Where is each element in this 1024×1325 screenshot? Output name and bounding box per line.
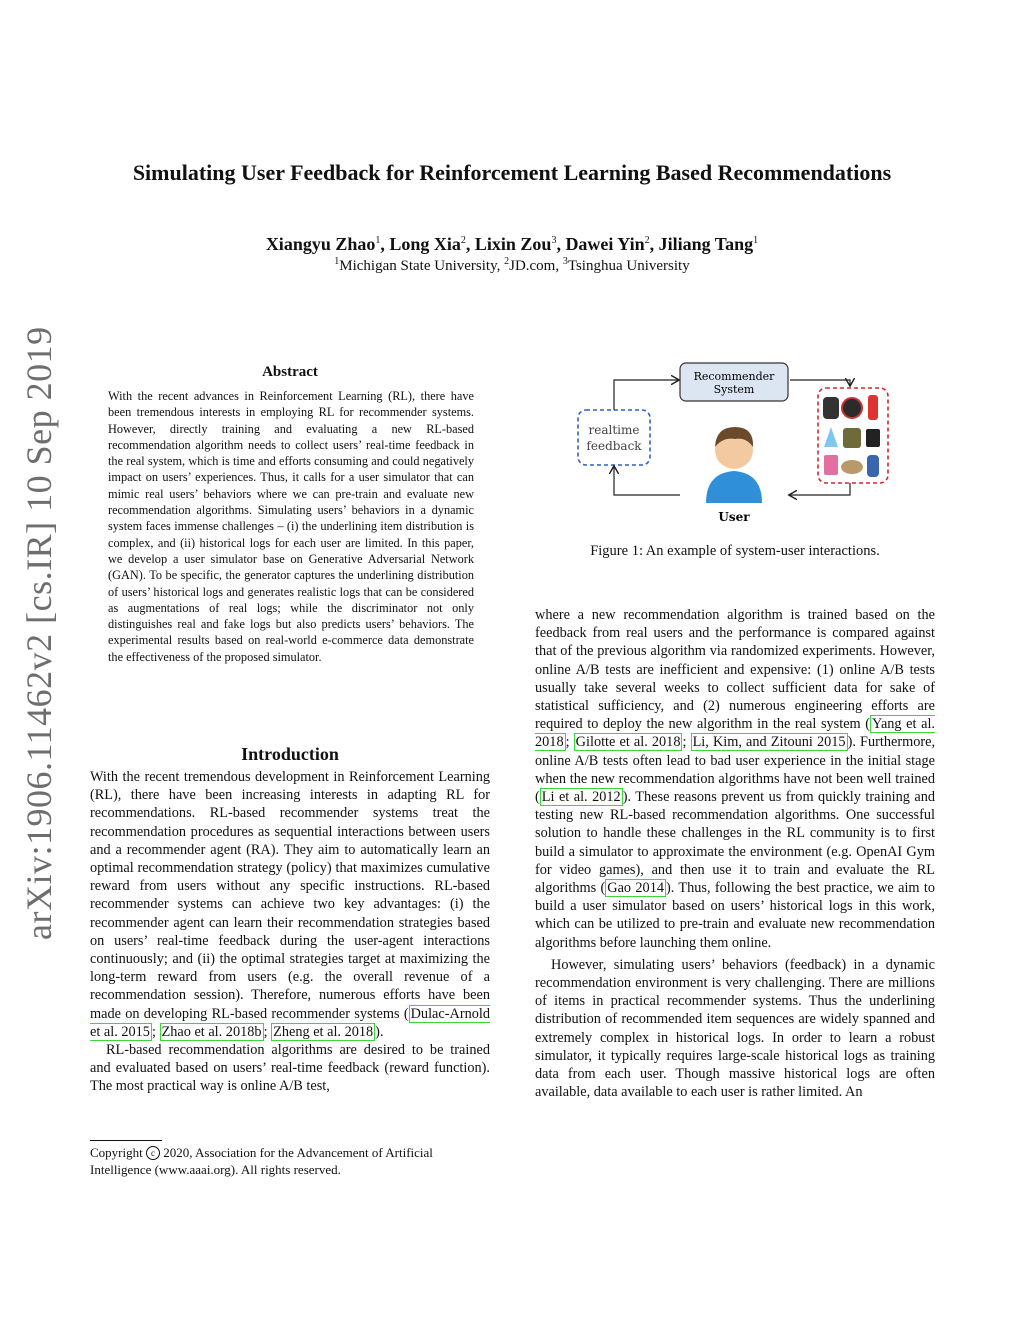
paragraph: With the recent tremendous development in Reinforcement Learning (RL), there have been increasing interests in adapting RL for recommendations. RL-based recommender systems treat the recommendation procedures as sequential interactions between users and a recommender agent (RA). They aim to automatically learn an optimal recommendation strategy (policy) that maximizes cumulative reward from users without any specific instructions. RL-based recommender systems can achieve two key advantages: (i) the recommender agent can learn their recommendation strategies based on users’ real-time feedback during the user-agent interactions continuously; and (ii) the optimal strategies target at maximizing the long-term reward from users (e.g. the overall revenue of a recommendation session). Therefore, numerous efforts have been made on developing RL-based recommender systems ( Dulac-Arnold et al. 2015 ; Zhao et al. 2018b ; Zheng et al. 2018 ). bbox=[90, 769, 490, 1040]
author: Dawei Yin$^2$, bbox=[565, 234, 659, 254]
author: Lixin Zou$^3$, bbox=[474, 234, 566, 254]
author: Long Xia$^2$, bbox=[389, 234, 475, 254]
affiliation-list bbox=[0, 258, 1024, 275]
copyright-footnote: Copyright c 2020, Association for the Advancement of Artificial Intelligence (www.aaai.org). All rights reserved. bbox=[90, 1145, 433, 1177]
recommender-system-box bbox=[680, 363, 788, 401]
recommended-items-box bbox=[818, 388, 888, 483]
affiliation: $^3$Tsinghua University bbox=[562, 256, 690, 274]
author: Jiliang Tang$^1$ bbox=[658, 234, 759, 254]
arrow-system-to-items bbox=[790, 380, 850, 385]
introduction-body bbox=[90, 768, 490, 1096]
boots-item-icon bbox=[824, 455, 838, 475]
affiliation: $^2$JD.com, bbox=[504, 256, 563, 274]
arrow-user-to-feedback bbox=[614, 467, 680, 495]
recommender-label: Recommender bbox=[693, 370, 775, 383]
figure-system-user-interaction bbox=[560, 355, 900, 535]
citation-link[interactable]: Gilotte et al. 2018 bbox=[575, 734, 681, 751]
citation-link[interactable]: Li et al. 2012 bbox=[541, 789, 621, 806]
citation-link[interactable]: Zheng et al. 2018 bbox=[273, 1023, 374, 1040]
paragraph: However, simulating users’ behaviors (feedback) in a dynamic recommendation environment is very challenging. There are millions of items in practical recommender systems. Thus the underlining distribution of recommended item sequences are widely spanned and extremely complex in historical logs. In order to learn a robust simulator, it typically requires large-scale historical logs as training data from each user. Though massive historical logs are often available, data available to each user is rather limited. An bbox=[535, 956, 935, 1101]
paper-title: Simulating User Feedback for Reinforcement Learning Based Recommendations bbox=[132, 160, 892, 185]
citation-link[interactable]: Zhao et al. 2018b bbox=[161, 1023, 262, 1040]
citation-link[interactable]: Dulac-Arnold et al. 2015 bbox=[90, 1005, 490, 1040]
feedback-label: feedback bbox=[586, 439, 642, 453]
hat-item-icon bbox=[841, 460, 863, 474]
author-list bbox=[0, 234, 1024, 255]
citation-link[interactable]: Li, Kim, and Zitouni 2015 bbox=[692, 734, 846, 751]
citation-link[interactable]: Yang et al. 2018 bbox=[535, 716, 935, 751]
arrow-items-to-user bbox=[790, 483, 850, 495]
figure-caption: Figure 1: An example of system-user interactions. bbox=[590, 543, 880, 559]
realtime-feedback-box bbox=[578, 410, 650, 465]
shaver-item-icon bbox=[867, 455, 879, 477]
dartboard-item-icon bbox=[842, 398, 862, 418]
copyright-symbol: c bbox=[146, 1146, 160, 1160]
introduction-heading: Introduction bbox=[241, 744, 339, 764]
paragraph: RL-based recommendation algorithms are desired to be trained and evaluated based on users’ real-time feedback (reward function). The most practical way is online A/B test, bbox=[90, 1042, 490, 1095]
feedback-label: realtime bbox=[588, 423, 640, 437]
citation-link[interactable]: Gao 2014 bbox=[607, 880, 664, 897]
user-label: User bbox=[718, 510, 750, 524]
footnote-rule bbox=[90, 1140, 162, 1141]
paragraph: where a new recommendation algorithm is trained based on the feedback from real users and the performance is compared against that of the previous algorithm via randomized experiments. However, online A/B tests are inefficient and expensive: (1) online A/B tests usually take several weeks to collect sufficient data for sake of statistical sufficiency, and (2) numerous engineering efforts are required to deploy the new algorithm in the real system ( Yang et al. 2018 ; Gilotte et al. 2018 ; Li, Kim, and Zitouni 2015 ). Furthermore, online A/B tests often lead to bad user experience in the initial stage when the new recommendation algorithms have not been well trained ( Li et al. 2012 ). These reasons prevent us from quickly training and testing new RL-based recommendation algorithms. One successful solution to handle these challenges in the RL community is to first build a simulator to approximate the environment (e.g. OpenAI Gym for video games), and then use it to train and evaluate the RL algorithms ( Gao 2014 ). Thus, following the best practice, we aim to build a user simulator based on users’ historical logs in this work, which can be utilized to pre-train and evaluate new recommendation algorithms before launching them online. bbox=[535, 607, 936, 951]
abstract-text: With the recent advances in Reinforcement Learning (RL), there have been tremendous interests in employing RL for recommender systems. However, directly training and evaluating a new RL-based recommendation algorithm needs to collect users’ real-time feedback in the real system, which is time and efforts consuming and could negatively impact on users’ experiences. Thus, it calls for a user simulator that can mimic real users’ behaviors where we can pre-train and evaluate new recommendation algorithms. Simulating users’ behaviors in a dynamic system faces immense challenges – (i) the underlining item distribution is complex, and (ii) historical logs for each user are limited. In this paper, we develop a user simulator base on Generative Adversarial Network (GAN). To be specific, the generator captures the underlining distribution of users’ historical logs and generates realistic logs that can be considered as augmentations of real logs; while the discriminator not only distinguishes real and fake logs but also predicts users’ behaviors. The experimental results based on real-world e-commerce data demonstrate the effectiveness of the proposed simulator. bbox=[108, 389, 474, 664]
right-column-body bbox=[535, 606, 935, 1101]
arrow-feedback-to-system bbox=[614, 380, 678, 410]
bag-item-icon bbox=[843, 428, 861, 448]
abstract-heading: Abstract bbox=[262, 364, 318, 380]
author: Xiangyu Zhao$^1$, bbox=[265, 234, 390, 254]
memory-card-item-icon bbox=[866, 429, 880, 447]
arxiv-identifier: arXiv:1906.11462v2 [cs.IR] 10 Sep 2019 bbox=[19, 326, 59, 940]
bottle-item-icon bbox=[824, 427, 838, 447]
affiliation: $^1$Michigan State University, bbox=[334, 256, 505, 274]
user-avatar-icon bbox=[706, 427, 762, 503]
watch-item-icon bbox=[823, 397, 839, 419]
recommender-label: System bbox=[713, 383, 755, 396]
lighter-item-icon bbox=[868, 395, 878, 420]
